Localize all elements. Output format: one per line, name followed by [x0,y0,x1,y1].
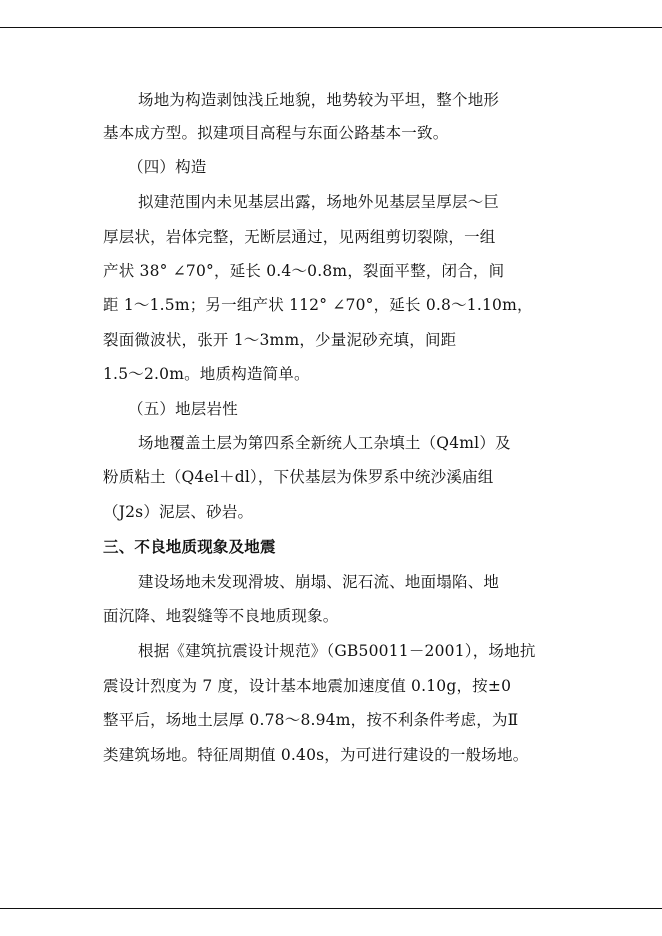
body-text-line: 基本成方型。拟建项目高程与东面公路基本一致。 [103,124,449,142]
body-text-line: 1.5～2.0m。地质构造简单。 [103,365,310,383]
body-text-line: 拟建范围内未见基层出露，场地外见基层呈厚层～巨 [138,193,500,211]
body-text-line: 场地覆盖土层为第四系全新统人工杂填土（Q4ml）及 [138,434,511,452]
body-text-line: 粉质粘土（Q4el＋dl），下伏基层为侏罗系中统沙溪庙组 [103,468,494,486]
body-text-line: 厚层状，岩体完整，无断层通过，见两组剪切裂隙，一组 [103,228,496,246]
body-text-line: 整平后，场地土层厚 0.78～8.94m，按不利条件考虑，为Ⅱ [103,711,519,729]
footer-rule [0,908,662,909]
body-text-line: 距 1～1.5m；另一组产状 112° ∠70°，延长 0.8～1.10m， [103,296,533,314]
body-text-line: 根据《建筑抗震设计规范》（GB50011－2001），场地抗 [138,642,536,660]
body-text-line: （J2s）泥层、砂岩。 [103,503,254,521]
section-heading-geohazards: 三、不良地质现象及地震 [103,538,276,556]
section-heading-stratigraphy: （五）地层岩性 [128,400,238,418]
body-text-line: 震设计烈度为 7 度，设计基本地震加速度值 0.10g，按±0 [103,677,512,695]
body-text-line: 场地为构造剥蚀浅丘地貌，地势较为平坦，整个地形 [138,91,500,109]
section-heading-structure: （四）构造 [128,158,207,176]
body-text-line: 建设场地未发现滑坡、崩塌、泥石流、地面塌陷、地 [138,573,500,591]
body-text-line: 类建筑场地。特征周期值 0.40s，为可进行建设的一般场地。 [103,746,529,764]
header-rule [0,27,662,28]
body-text-line: 面沉降、地裂缝等不良地质现象。 [103,607,339,625]
body-text-line: 裂面微波状，张开 1～3mm，少量泥砂充填，间距 [103,331,457,349]
body-text-line: 产状 38° ∠70°，延长 0.4～0.8m，裂面平整，闭合，间 [103,262,505,280]
